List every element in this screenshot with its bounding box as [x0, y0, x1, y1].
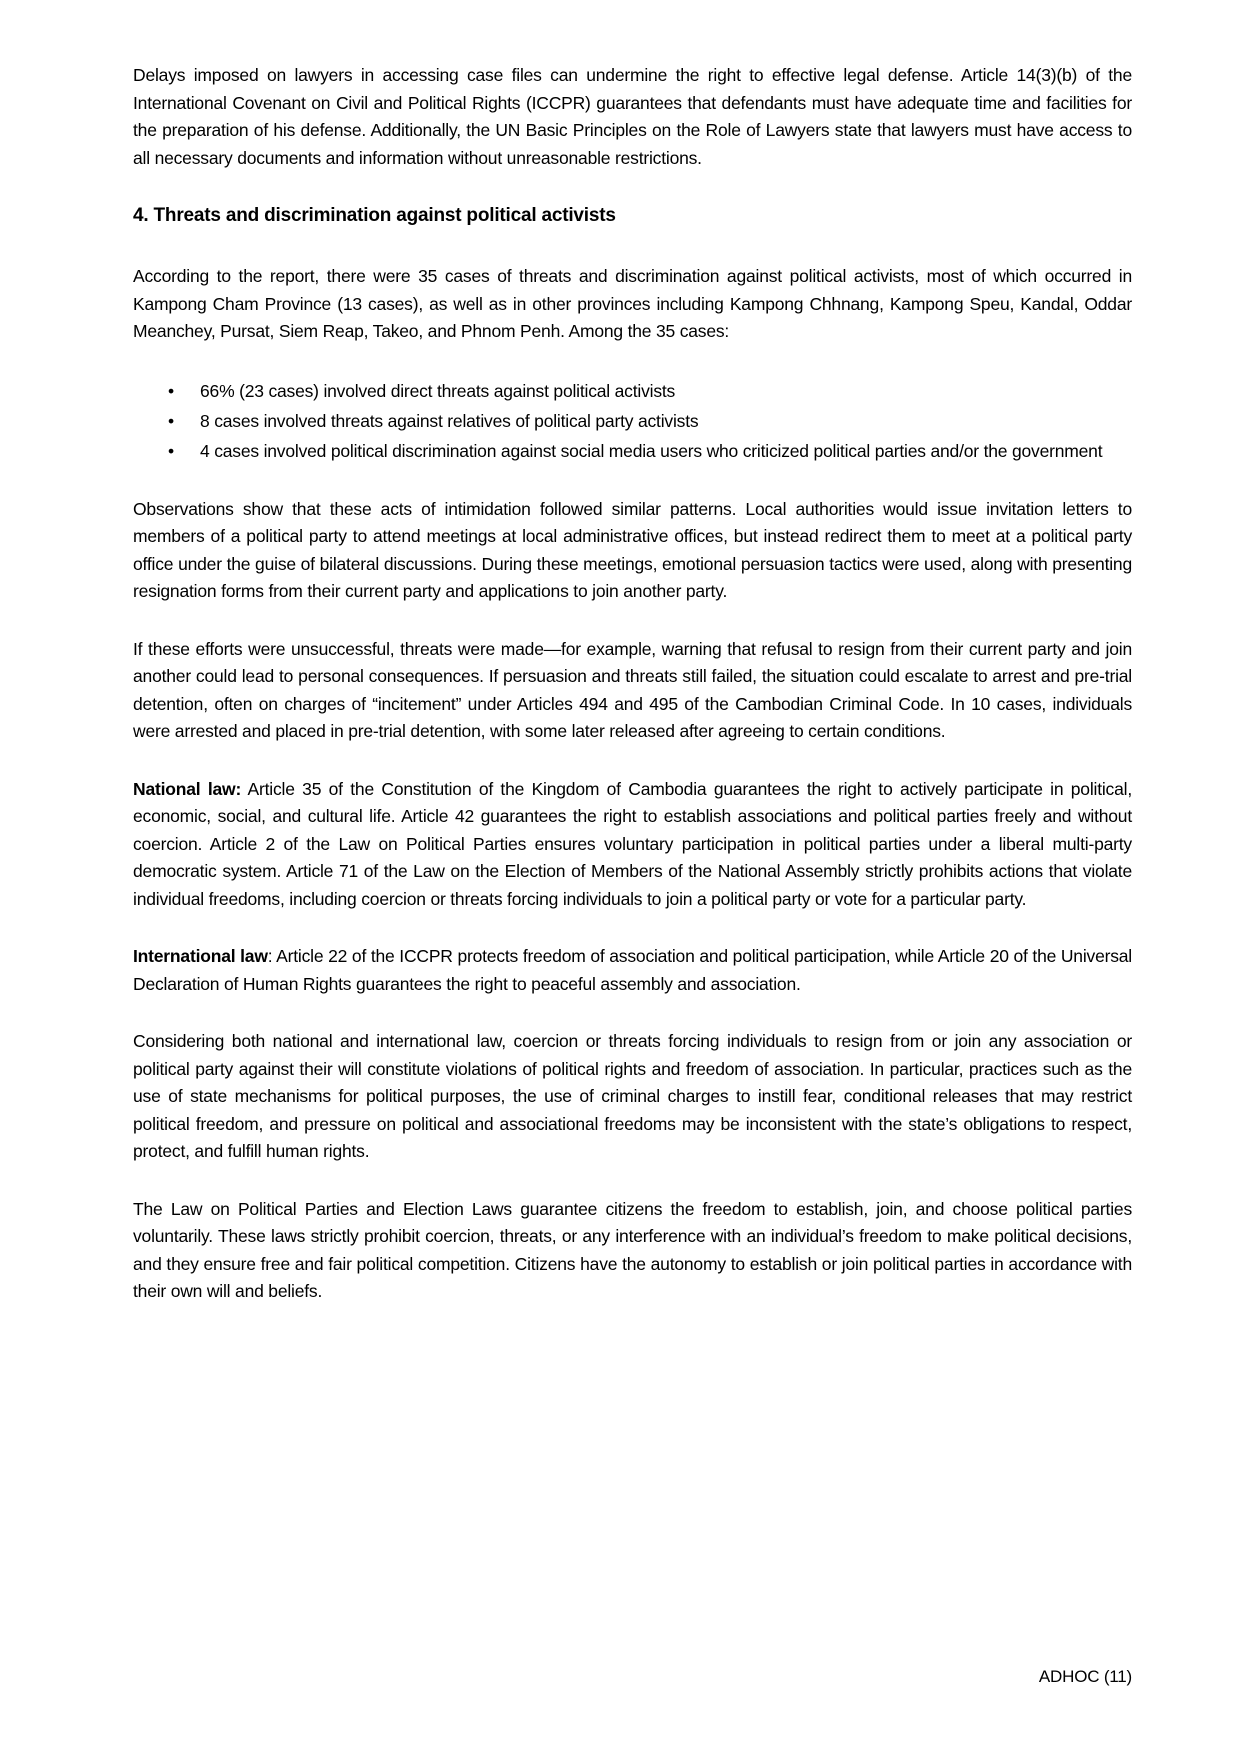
document-content [133, 62, 1132, 1336]
paragraph-report-cases: According to the report, there were 35 cases of threats and discrimination against political activists, most of which occurred in Kampong Cham Province (13 cases), as well as in other provinces including Kampong Chhnang, Kampong Speu, Kandal, Oddar Meanchey, Pursat, Siem Reap, Takeo, and Phnom Penh. Among the 35 cases: [133, 266, 1132, 341]
list-item [133, 436, 1132, 466]
international-law-text: : Article 22 of the ICCPR protects freedom of association and political participation, while Article 20 of the Universal Declaration of Human Rights guarantees the right to peaceful assembly and association. [133, 946, 1132, 994]
list-item [133, 406, 1132, 436]
paragraph-escalation: If these efforts were unsuccessful, threats were made—for example, warning that refusal to resign from their current party and join another could lead to personal consequences. If persuasion and threats still failed, the situation could escalate to arrest and pre-trial detention, often on charges of “incitement” under Articles 494 and 495 of the Cambodian Criminal Code. In 10 cases, individuals were arrested and placed in pre-trial detention, with some later released after agreeing to certain conditions. [133, 638, 1132, 741]
paragraph-considering-law: Considering both national and international law, coercion or threats forcing individuals to resign from or join any association or political party against their will constitute violations of political rights and freedom of association. In particular, practices such as the use of state mechanisms for political purposes, the use of criminal charges to instill fear, conditional releases that may restrict political freedom, and pressure on political and associational freedoms may be inconsistent with the state’s obligations to respect, protect, and fulfill human rights. [133, 1031, 1132, 1161]
paragraph-observations: Observations show that these acts of intimidation followed similar patterns. Local authorities would issue invitation letters to members of a political party to attend meetings at local administrative offices, but instead redirect them to meet at a political party office under the guise of bilateral discussions. During these meetings, emotional persuasion tactics were used, along with presenting resignation forms from their current party and applications to join another party. [133, 498, 1132, 601]
bullet-text: 4 cases involved political discrimination against social media users who criticized political parties and/or the government [200, 440, 1103, 461]
paragraph-national-law [133, 776, 1132, 914]
national-law-label: National law: [133, 778, 242, 799]
international-law-label: International law [133, 946, 268, 966]
bullet-marker: • [168, 380, 174, 401]
bullet-list [133, 376, 1132, 466]
national-law-text: Article 35 of the Constitution of the Kingdom of Cambodia guarantees the right to actively participate in political, economic, social, and cultural life. Article 42 guarantees the right to establish associations and political parties freely and without coercion. Article 2 of the Law on Political Parties ensures voluntary participation in political parties under a liberal multi-party democratic system. Article 71 of the Law on the Election of Members of the National Assembly strictly prohibits actions that violate individual freedoms, including coercion or threats forcing individuals to join a political party or vote for a particular party. [133, 778, 1132, 909]
bullet-marker: • [168, 410, 174, 431]
paragraph-law-parties: The Law on Political Parties and Election Laws guarantee citizens the freedom to establish, join, and choose political parties voluntarily. These laws strictly prohibit coercion, threats, or any interference with an individual’s freedom to make political decisions, and they ensure free and fair political competition. Citizens have the autonomy to establish or join political parties in accordance with their own will and beliefs. [133, 1198, 1132, 1301]
bullet-marker: • [168, 440, 174, 461]
section-heading: 4. Threats and discrimination against political activists [133, 205, 616, 226]
list-item [133, 376, 1132, 406]
bullet-text: 66% (23 cases) involved direct threats against political activists [200, 380, 676, 401]
paragraph-legal-defense: Delays imposed on lawyers in accessing case files can undermine the right to effective legal defense. Article 14(3)(b) of the International Covenant on Civil and Political Rights (ICCPR) guarantees that defendants must have adequate time and facilities for the preparation of his defense. Additionally, the UN Basic Principles on the Role of Lawyers state that lawyers must have access to all necessary documents and information without unreasonable restrictions. [133, 65, 1132, 168]
footer-page-label: ADHOC (11) [1038, 1667, 1132, 1686]
bullet-text: 8 cases involved threats against relatives of political party activists [200, 410, 699, 431]
paragraph-international-law [133, 943, 1132, 998]
